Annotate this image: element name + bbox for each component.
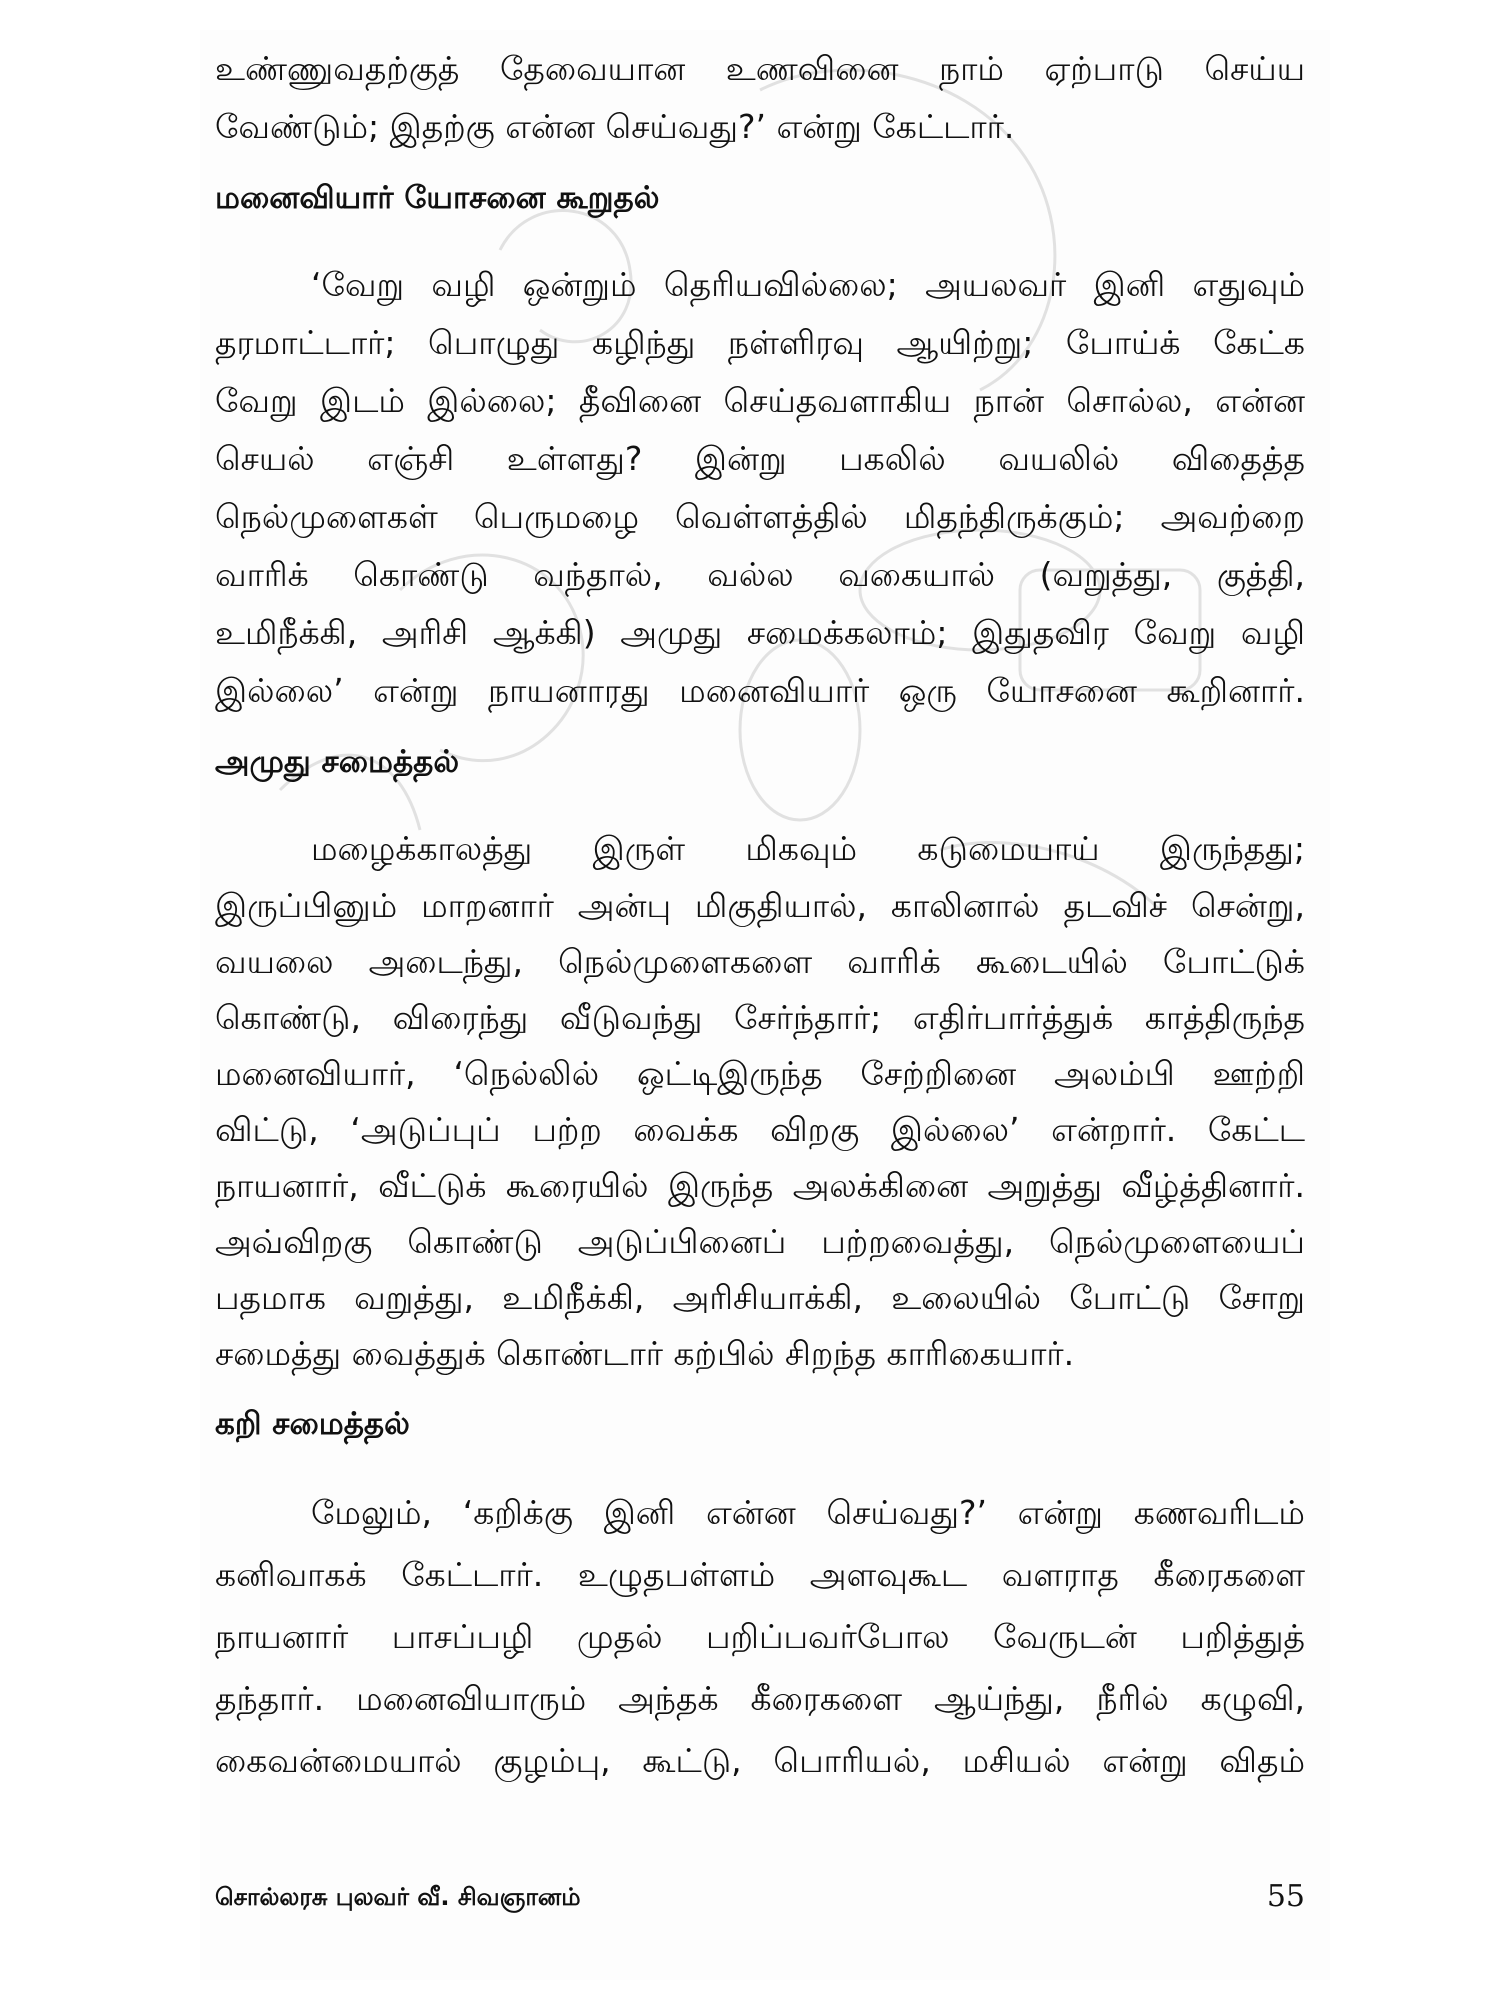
text-line: கொண்டு, விரைந்து வீடுவந்து சேர்ந்தார்; எதிர்பார்த்துக் காத்திருந்த: [215, 998, 1305, 1037]
text-line: மழைக்காலத்து இருள் மிகவும் கடுமையாய் இருந்தது;: [311, 829, 1305, 868]
section-heading-cooking: அமுது சமைத்தல்: [215, 744, 460, 780]
page-number: 55: [1266, 1879, 1305, 1914]
text-line: கைவன்மையால் குழம்பு, கூட்டு, பொரியல், மசியல் என்று விதம்: [215, 1741, 1305, 1780]
advice-paragraph: [215, 256, 1305, 720]
text-line: வேறு இடம் இல்லை; தீவினை செய்தவளாகிய நான் சொல்ல, என்ன: [215, 381, 1305, 420]
text-line: ‘வேறு வழி ஒன்றும் தெரியவில்லை; அயலவர் இனி எதுவும்: [311, 265, 1305, 304]
text-line: வாரிக் கொண்டு வந்தால், வல்ல வகையால் (வறுத்து, குத்தி,: [215, 555, 1305, 594]
text-line: தந்தார். மனைவியாரும் அந்தக் கீரைகளை ஆய்ந்து, நீரில் கழுவி,: [215, 1679, 1305, 1718]
text-line: பதமாக வறுத்து, உமிநீக்கி, அரிசியாக்கி, உலையில் போட்டு சோறு: [215, 1278, 1305, 1317]
curry-paragraph: [215, 1482, 1305, 1792]
text-line: வேண்டும்; இதற்கு என்ன செய்வது?’ என்று கேட்டார்.: [215, 107, 1015, 146]
text-line: கனிவாகக் கேட்டார். உழுதபள்ளம் அளவுகூட வளராத கீரைகளை: [215, 1555, 1305, 1594]
page-content: [215, 40, 1305, 1792]
page-footer: [215, 1877, 1305, 1917]
text-line: அவ்விறகு கொண்டு அடுப்பினைப் பற்றவைத்து, நெல்முளையைப்: [215, 1222, 1305, 1261]
footer-author: சொல்லரசு புலவர் வீ. சிவஞானம்: [215, 1883, 581, 1911]
text-line: நாயனார் பாசப்பழி முதல் பறிப்பவர்போல வேருடன் பறித்துத்: [215, 1617, 1305, 1656]
text-line: விட்டு, ‘அடுப்புப் பற்ற வைக்க விறகு இல்லை’ என்றார். கேட்ட: [215, 1110, 1305, 1149]
section-heading-curry: கறி சமைத்தல்: [215, 1406, 410, 1442]
text-line: வயலை அடைந்து, நெல்முளைகளை வாரிக் கூடையில் போட்டுக்: [215, 942, 1305, 981]
text-line: இல்லை’ என்று நாயனாரது மனைவியார் ஒரு யோசனை கூறினார்.: [215, 671, 1305, 710]
intro-paragraph: [215, 40, 1305, 156]
text-line: சமைத்து வைத்துக் கொண்டார் கற்பில் சிறந்த காரிகையார்.: [215, 1334, 1075, 1373]
text-line: உமிநீக்கி, அரிசி ஆக்கி) அமுது சமைக்கலாம்; இதுதவிர வேறு வழி: [215, 613, 1305, 652]
section-heading-advice: மனைவியார் யோசனை கூறுதல்: [215, 180, 660, 216]
cooking-paragraph: [215, 820, 1305, 1382]
text-line: இருப்பினும் மாறனார் அன்பு மிகுதியால், காலினால் தடவிச் சென்று,: [215, 886, 1305, 925]
text-line: மனைவியார், ‘நெல்லில் ஒட்டிஇருந்த சேற்றினை அலம்பி ஊற்றி: [215, 1054, 1305, 1093]
text-line: மேலும், ‘கறிக்கு இனி என்ன செய்வது?’ என்று கணவரிடம்: [311, 1493, 1305, 1532]
text-line: உண்ணுவதற்குத் தேவையான உணவினை நாம் ஏற்பாடு செய்ய: [215, 49, 1305, 88]
text-line: செயல் எஞ்சி உள்ளது? இன்று பகலில் வயலில் விதைத்த: [215, 439, 1305, 478]
text-line: நெல்முளைகள் பெருமழை வெள்ளத்தில் மிதந்திருக்கும்; அவற்றை: [215, 497, 1305, 536]
text-line: நாயனார், வீட்டுக் கூரையில் இருந்த அலக்கினை அறுத்து வீழ்த்தினார்.: [215, 1166, 1305, 1205]
text-line: தரமாட்டார்; பொழுது கழிந்து நள்ளிரவு ஆயிற்று; போய்க் கேட்க: [215, 323, 1305, 362]
